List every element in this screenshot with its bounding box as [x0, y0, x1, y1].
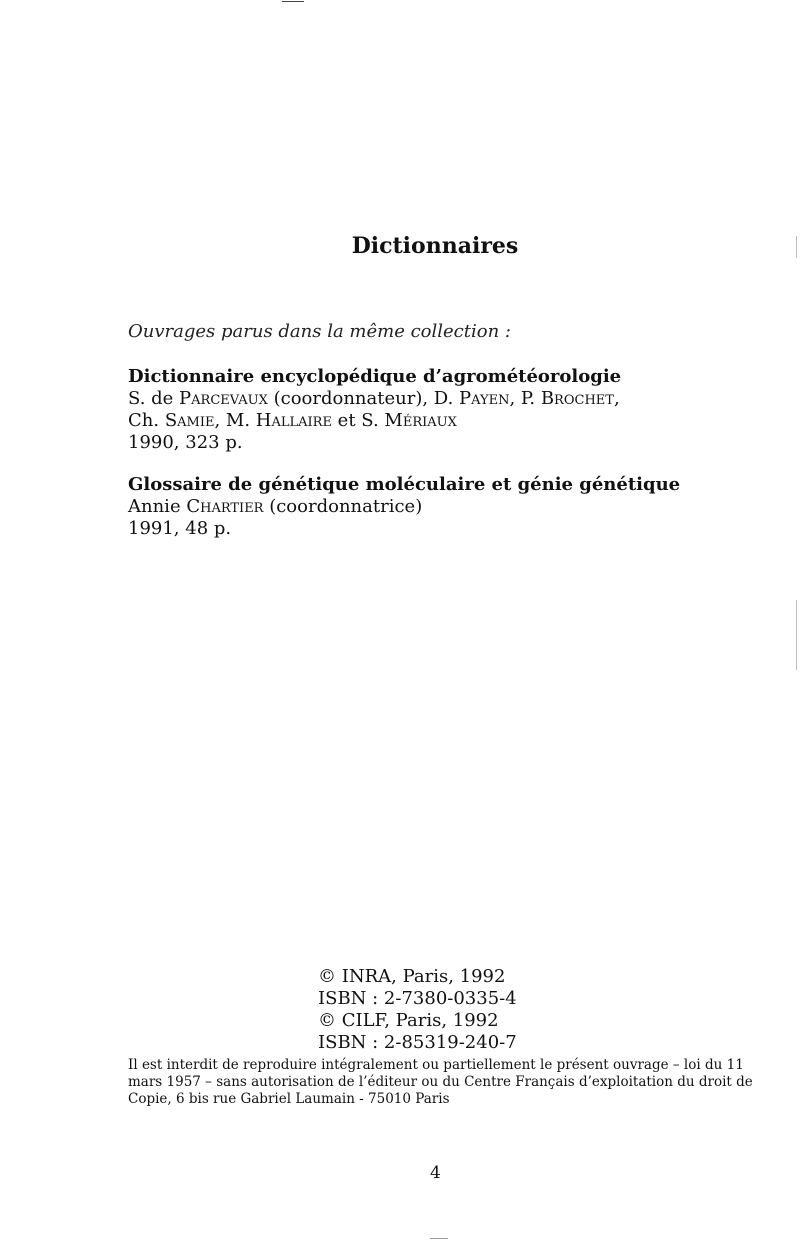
author-name: Samie: [164, 410, 215, 431]
isbn-line: ISBN : 2-85319-240-7: [318, 1032, 517, 1053]
legal-notice: [128, 1057, 768, 1108]
page-heading: Dictionnaires: [351, 233, 519, 259]
author-name: Hallaire: [255, 410, 332, 431]
book-details: 1990, 323 p.: [128, 432, 243, 453]
author-text: (coordonnatrice): [263, 496, 423, 517]
book-entry: [128, 366, 621, 454]
notice-line: Copie, 6 bis rue Gabriel Laumain - 75010 Paris: [128, 1091, 450, 1107]
book-details: 1991, 48 p.: [128, 518, 232, 539]
scan-mark-top: [282, 1, 304, 2]
author-text: S. de: [128, 388, 180, 409]
author-name: Brochet: [540, 388, 614, 409]
author-text: ,: [613, 388, 620, 409]
author-name: Parcevaux: [179, 388, 268, 409]
collection-subtitle: Ouvrages parus dans la même collection :: [128, 321, 511, 342]
author-name: Mériaux: [384, 410, 457, 431]
author-name: Chartier: [186, 496, 264, 517]
scan-edge-mark: [796, 600, 797, 670]
book-entry: [128, 474, 680, 540]
copyright-line: © INRA, Paris, 1992: [318, 966, 506, 987]
notice-line: mars 1957 – sans autorisation de l’éditeur ou du Centre Français d’exploitation du droit de: [128, 1074, 753, 1090]
book-authors: [128, 496, 680, 518]
author-text: Ch.: [128, 410, 165, 431]
author-text: et S.: [331, 410, 385, 431]
book-title: Dictionnaire encyclopédique d’agrométéorologie: [128, 366, 622, 387]
copyright-line: © CILF, Paris, 1992: [318, 1010, 499, 1031]
author-text: (coordonnateur), D.: [267, 388, 460, 409]
author-text: Annie: [128, 496, 187, 517]
book-authors: [128, 388, 621, 410]
page-number: 4: [430, 1163, 441, 1183]
scan-mark-bottom: [430, 1238, 448, 1239]
notice-line: Il est interdit de reproduire intégralement ou partiellement le présent ouvrage – loi du 11: [128, 1057, 744, 1073]
author-text: , M.: [214, 410, 256, 431]
isbn-line: ISBN : 2-7380-0335-4: [318, 988, 517, 1009]
author-text: , P.: [509, 388, 541, 409]
author-name: Payen: [459, 388, 510, 409]
copyright-block: [318, 966, 517, 1054]
book-title: Glossaire de génétique moléculaire et génie génétique: [128, 474, 681, 495]
book-authors: [128, 410, 621, 432]
scan-edge-mark: [796, 236, 797, 258]
